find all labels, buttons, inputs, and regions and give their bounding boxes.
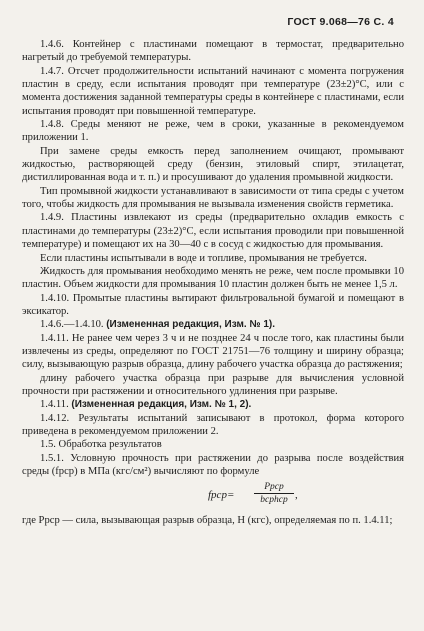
- revision-note-prefix: 1.4.11.: [40, 399, 69, 411]
- revision-note-prefix: 1.4.6.—1.4.10.: [40, 319, 104, 331]
- section-heading: 1.5. Обработка результатов: [40, 439, 162, 451]
- document-body: [22, 38, 404, 528]
- paragraph: 1.4.10. Промытые пластины вытирают фильтровальной бумагой и помещают в эксикатор.: [22, 292, 404, 317]
- revision-note-bold: (Измененная редакция, Изм. № 1, 2).: [71, 399, 252, 411]
- paragraph: 1.4.9. Пластины извлекают из среды (предварительно охладив емкость с пластинами до температуры (23±2)°С, если испытания проводили при повышенной температуре) и помещают их на 30—40 с в сосуд с жидкостью для промывания.: [22, 212, 404, 251]
- paragraph: длину рабочего участка образца при разрыве для вычисления условной прочности при растяжении и относительного удлинения при разрыве.: [22, 372, 404, 397]
- paragraph: При замене среды емкость перед заполнением очищают, промывают жидкостью, растворяющей среду (бензин, этиловый спирт, этилацетат, дистиллированная вода и т. п.) и просушивают до удаления промывной жидкости.: [22, 145, 404, 184]
- paragraph: Жидкость для промывания необходимо менять не реже, чем после промывки 10 пластин. Объем жидкости для промывания 10 пластин должен быть не менее 1,5 л.: [22, 265, 404, 291]
- paragraph: 1.4.12. Результаты испытаний записывают в протокол, форма которого приведена в рекомендуемом приложении 2.: [22, 412, 404, 437]
- paragraph: 1.4.6. Контейнер с пластинами помещают в термостат, предварительно нагретый до требуемой температуры.: [22, 39, 404, 64]
- paragraph: 1.4.8. Среды меняют не реже, чем в сроки, указанные в рекомендуемом приложении 1.: [22, 119, 404, 144]
- formula-denominator: bсрhср: [260, 495, 288, 506]
- formula-numerator: Pрср: [254, 481, 294, 494]
- revision-note-bold: (Измененная редакция, Изм. № 1).: [106, 319, 276, 331]
- where-clause: где Pрср — сила, вызывающая разрыв образца, Н (кгс), определяемая по п. 1.4.11;: [22, 515, 393, 527]
- paragraph: 1.5.1. Условную прочность при растяжении до разрыва после воздействия среды (fрср) в МПа (кгс/см²) вычисляют по формуле: [22, 452, 404, 477]
- paragraph: 1.4.7. Отсчет продолжительности испытаний начинают с момента погружения пластин в среду, если испытания проводят при температуре (23±2)°С, или с момента достижения заданной температуры среды в контейнере с пластинами, если испытания проводят при повышенной температуре.: [22, 65, 404, 117]
- formula-lhs: fрср=: [208, 489, 235, 502]
- formula: [22, 481, 404, 511]
- revision-note: [22, 398, 404, 411]
- page-header: ГОСТ 9.068—76 С. 4: [287, 16, 394, 28]
- formula-fraction: [254, 481, 294, 506]
- paragraph: Тип промывной жидкости устанавливают в зависимости от типа среды с учетом того, чтобы жидкость для промывания не вызывала изменения свойств герметика.: [22, 185, 404, 211]
- formula-trail: ,: [295, 489, 298, 502]
- paragraph: 1.4.11. Не ранее чем через 3 ч и не позднее 24 ч после того, как пластины были извлечены из среды, определяют по ГОСТ 21751—76 толщину и ширину образца; силу, вызывающую разрыв образца, длину рабочего участка образца до растяжения;: [22, 332, 404, 371]
- revision-note: [22, 318, 404, 331]
- paragraph: Если пластины испытывали в воде и топливе, промывания не требуется.: [40, 252, 367, 264]
